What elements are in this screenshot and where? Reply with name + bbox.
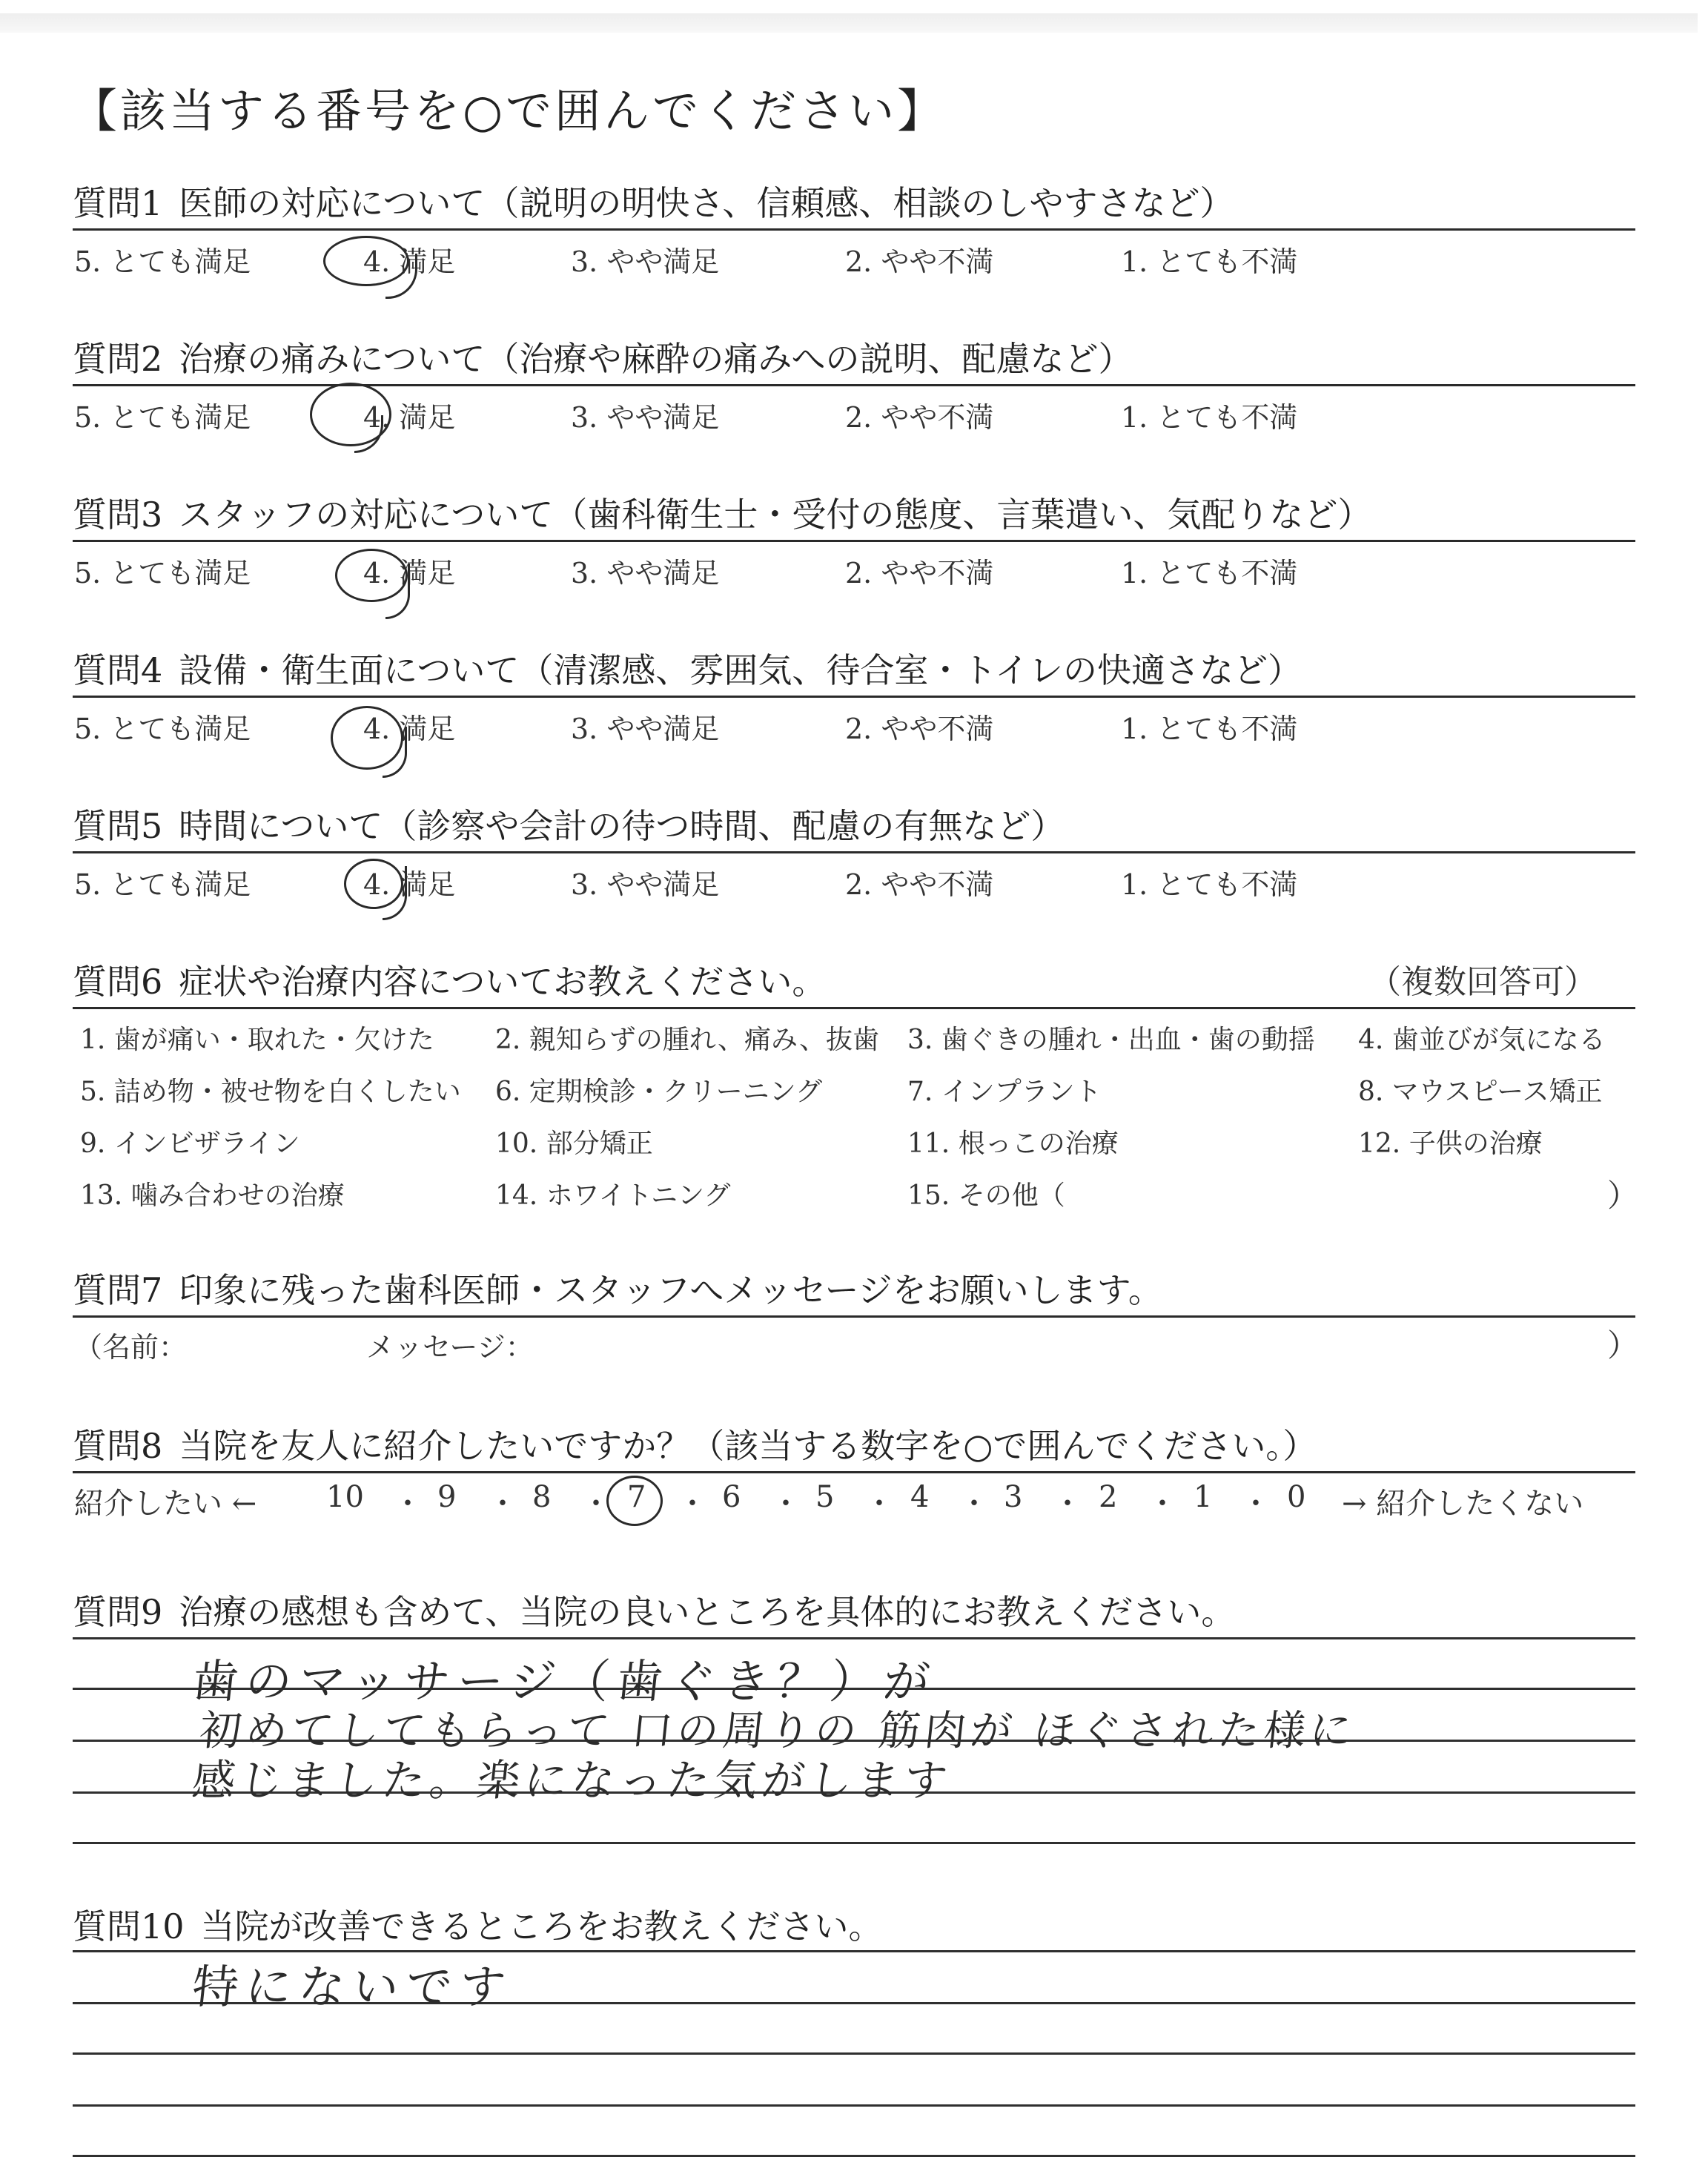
question-2	[73, 332, 1132, 381]
question-1	[73, 176, 1234, 225]
option-2[interactable]: 2. やや不満	[845, 868, 994, 901]
option-5[interactable]: 5. とても満足	[74, 245, 251, 278]
option-3[interactable]: 3. やや満足	[571, 557, 720, 589]
score-8[interactable]: 8	[532, 1480, 552, 1514]
divider	[73, 1471, 1635, 1473]
symptom-option[interactable]: 4. 歯並びが気になる	[1358, 1025, 1606, 1055]
name-label: （名前：	[74, 1331, 188, 1364]
option-3[interactable]: 3. やや満足	[571, 245, 720, 278]
divider	[73, 1007, 1635, 1009]
score-6[interactable]: 6	[722, 1480, 741, 1514]
score-7[interactable]: 7	[627, 1480, 646, 1514]
separator-dot: ・	[1053, 1487, 1082, 1521]
separator-dot: ・	[771, 1487, 801, 1521]
answer-line	[73, 1637, 1635, 1639]
separator-dot: ・	[678, 1487, 707, 1521]
option-2[interactable]: 2. やや不満	[845, 245, 994, 278]
divider	[73, 228, 1635, 231]
handwritten-answer-line: 特にないです	[189, 1960, 516, 2014]
symptom-option[interactable]: 11. 根っこの治療	[907, 1129, 1119, 1159]
option-4[interactable]: 4. 満足	[363, 868, 456, 901]
separator-dot: ・	[1241, 1487, 1271, 1521]
question-7-text: 印象に残った歯科医師・スタッフへメッセージをお願いします。	[179, 1270, 1162, 1310]
symptom-option[interactable]: 1. 歯が痛い・取れた・欠けた	[80, 1025, 434, 1055]
option-2[interactable]: 2. やや不満	[845, 401, 994, 434]
selection-circle-tail	[354, 415, 383, 453]
symptom-option[interactable]: 7. インプラント	[907, 1077, 1102, 1107]
option-4[interactable]: 4. 満足	[363, 401, 456, 434]
recommend-right-label: → 紹介したくない	[1342, 1487, 1584, 1521]
option-5[interactable]: 5. とても満足	[74, 713, 251, 745]
close-paren: ）	[1607, 1327, 1639, 1364]
question-6-text: 症状や治療内容についてお教えください。	[179, 962, 827, 1002]
answer-line	[73, 2052, 1635, 2055]
selection-circle-tail	[385, 254, 417, 299]
option-2[interactable]: 2. やや不満	[845, 557, 994, 589]
separator-dot: ・	[488, 1487, 517, 1521]
message-label: メッセージ：	[366, 1331, 534, 1364]
question-8-number: 質問8	[73, 1426, 163, 1466]
option-5[interactable]: 5. とても満足	[74, 868, 251, 901]
symptom-option[interactable]: 13. 噛み合わせの治療	[80, 1180, 345, 1211]
symptom-option[interactable]: 12. 子供の治療	[1358, 1129, 1543, 1159]
question-1-text: 医師の対応について（説明の明快さ、信頼感、相談のしやすさなど）	[179, 183, 1234, 223]
question-5	[73, 799, 1065, 848]
answer-line	[73, 2155, 1635, 2157]
option-1[interactable]: 1. とても不満	[1121, 557, 1298, 589]
handwritten-answer-line: 初めてしてもらって 口の周りの 筋肉が ほぐされた様に	[197, 1707, 1359, 1755]
question-8-text: 当院を友人に紹介したいですか？（該当する数字を○で囲んでください。）	[179, 1426, 1317, 1466]
score-10[interactable]: 10	[326, 1480, 364, 1514]
question-3-text: スタッフの対応について（歯科衛生士・受付の態度、言葉遣い、気配りなど）	[179, 495, 1372, 535]
question-7-number: 質問7	[73, 1270, 163, 1310]
symptom-option[interactable]: 2. 親知らずの腫れ、痛み、抜歯	[495, 1025, 880, 1055]
multiple-answers-note: （複数回答可）	[1368, 963, 1597, 1001]
option-4[interactable]: 4. 満足	[363, 557, 456, 589]
option-4[interactable]: 4. 満足	[363, 713, 456, 745]
symptom-option[interactable]: 3. 歯ぐきの腫れ・出血・歯の動揺	[907, 1025, 1315, 1055]
score-9[interactable]: 9	[437, 1480, 457, 1514]
answer-line	[73, 1842, 1635, 1844]
selection-circle-tail	[383, 866, 407, 920]
page-heading: 【該当する番号を○で囲んでください】	[71, 84, 947, 138]
option-4[interactable]: 4. 満足	[363, 245, 456, 278]
option-5[interactable]: 5. とても満足	[74, 557, 251, 589]
divider	[73, 384, 1635, 386]
question-4-number: 質問4	[73, 650, 163, 690]
score-3[interactable]: 3	[1004, 1480, 1023, 1514]
question-2-text: 治療の痛みについて（治療や麻酔の痛みへの説明、配慮など）	[179, 339, 1133, 379]
recommend-left-label: 紹介したい ←	[74, 1487, 257, 1521]
question-5-text: 時間について（診察や会計の待つ時間、配慮の有無など）	[179, 806, 1065, 846]
separator-dot: ・	[393, 1487, 423, 1521]
handwritten-answer-line: 感じました。楽になった気がします	[189, 1755, 955, 1806]
score-2[interactable]: 2	[1099, 1480, 1118, 1514]
selection-circle-tail	[383, 727, 407, 778]
question-9-text: 治療の感想も含めて、当院の良いところを具体的にお教えください。	[179, 1592, 1236, 1632]
question-9-number: 質問9	[73, 1592, 163, 1632]
question-8	[73, 1419, 1317, 1468]
question-10-number: 質問10	[73, 1906, 185, 1946]
symptom-option-other[interactable]: 15. その他（	[907, 1180, 1065, 1211]
score-1[interactable]: 1	[1194, 1480, 1213, 1514]
close-paren: ）	[1607, 1178, 1639, 1214]
option-2[interactable]: 2. やや不満	[845, 713, 994, 745]
symptom-option[interactable]: 5. 詰め物・被せ物を白くしたい	[80, 1077, 461, 1107]
question-10	[73, 1900, 883, 1949]
question-3-number: 質問3	[73, 495, 163, 535]
option-1[interactable]: 1. とても不満	[1121, 868, 1298, 901]
separator-dot: ・	[959, 1487, 989, 1521]
symptom-option[interactable]: 8. マウスピース矯正	[1358, 1077, 1603, 1107]
divider	[73, 696, 1635, 698]
option-3[interactable]: 3. やや満足	[571, 868, 720, 901]
question-10-text: 当院が改善できるところをお教えください。	[200, 1906, 883, 1946]
answer-line	[73, 2104, 1635, 2107]
separator-dot: ・	[1148, 1487, 1177, 1521]
score-4[interactable]: 4	[910, 1480, 930, 1514]
score-0[interactable]: 0	[1287, 1480, 1306, 1514]
divider	[73, 851, 1635, 853]
question-6	[73, 955, 826, 1004]
score-5[interactable]: 5	[815, 1480, 835, 1514]
option-3[interactable]: 3. やや満足	[571, 401, 720, 434]
symptom-option[interactable]: 10. 部分矯正	[495, 1129, 653, 1159]
symptom-option[interactable]: 9. インビザライン	[80, 1129, 300, 1159]
option-1[interactable]: 1. とても不満	[1121, 401, 1298, 434]
separator-dot: ・	[581, 1487, 611, 1521]
option-3[interactable]: 3. やや満足	[571, 713, 720, 745]
question-5-number: 質問5	[73, 806, 163, 846]
separator-dot: ・	[864, 1487, 894, 1521]
question-6-number: 質問6	[73, 962, 163, 1002]
question-9	[73, 1585, 1235, 1634]
symptom-option[interactable]: 6. 定期検診・クリーニング	[495, 1077, 823, 1107]
question-4	[73, 644, 1302, 693]
question-4-text: 設備・衛生面について（清潔感、雰囲気、待合室・トイレの快適さなど）	[179, 650, 1302, 690]
selection-circle	[606, 1476, 663, 1526]
question-3	[73, 488, 1371, 537]
handwritten-answer-line: 歯のマッサージ（歯ぐき？）が	[189, 1654, 940, 1708]
selection-circle-tail	[385, 564, 410, 619]
symptom-option[interactable]: 14. ホワイトニング	[495, 1180, 731, 1211]
question-7	[73, 1264, 1162, 1312]
scan-edge	[0, 13, 1698, 33]
divider	[73, 540, 1635, 542]
question-2-number: 質問2	[73, 339, 163, 379]
option-1[interactable]: 1. とても不満	[1121, 245, 1298, 278]
option-1[interactable]: 1. とても不満	[1121, 713, 1298, 745]
question-1-number: 質問1	[73, 183, 163, 223]
divider	[73, 1315, 1635, 1318]
option-5[interactable]: 5. とても満足	[74, 401, 251, 434]
